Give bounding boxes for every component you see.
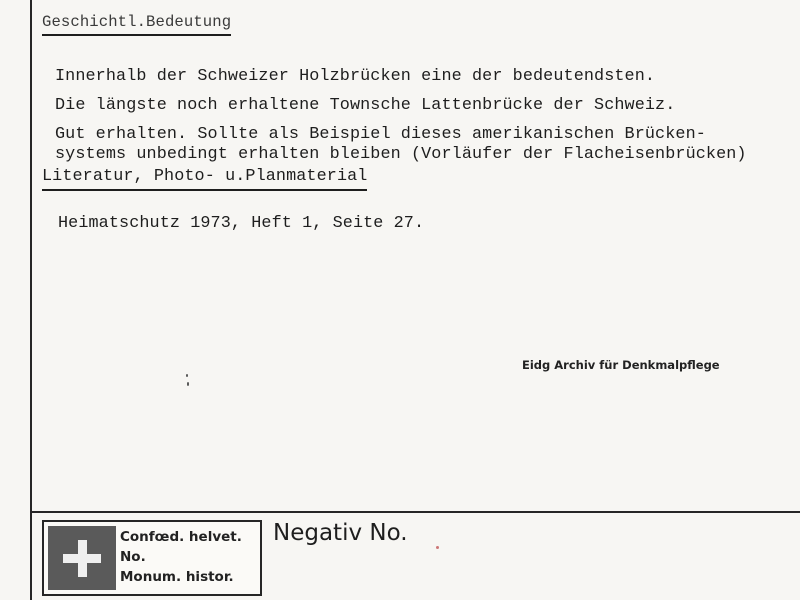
geschichte-heading: Geschichtl.Bedeutung bbox=[42, 11, 231, 36]
literatur-line: Heimatschutz 1973, Heft 1, Seite 27. bbox=[58, 214, 425, 233]
stamp-line: Confœd. helvet. bbox=[120, 529, 242, 545]
geschichte-line: systems unbedingt erhalten bleiben (Vorläufer der Flacheisenbrücken) bbox=[55, 145, 747, 164]
paper-speck bbox=[436, 546, 439, 549]
footer-rule bbox=[31, 511, 800, 513]
swiss-cross-icon bbox=[48, 526, 116, 590]
geschichte-line: Innerhalb der Schweizer Holzbrücken eine der bedeutendsten. bbox=[55, 67, 656, 86]
geschichte-line: Gut erhalten. Sollte als Beispiel dieses amerikanischen Brücken- bbox=[55, 125, 706, 144]
paper-speck bbox=[186, 374, 188, 377]
archive-stamp: Eidg Archiv für Denkmalpflege bbox=[522, 358, 720, 372]
literatur-heading: Literatur, Photo- u.Planmaterial bbox=[42, 166, 367, 191]
stamp-line: No. bbox=[120, 549, 146, 565]
confoed-stamp bbox=[42, 520, 262, 596]
paper-speck bbox=[187, 382, 189, 386]
geschichte-line: Die längste noch erhaltene Townsche Lattenbrücke der Schweiz. bbox=[55, 96, 676, 115]
negativ-label: Negativ No. bbox=[273, 520, 408, 546]
left-margin-rule bbox=[30, 0, 32, 600]
stamp-line: Monum. histor. bbox=[120, 569, 234, 585]
